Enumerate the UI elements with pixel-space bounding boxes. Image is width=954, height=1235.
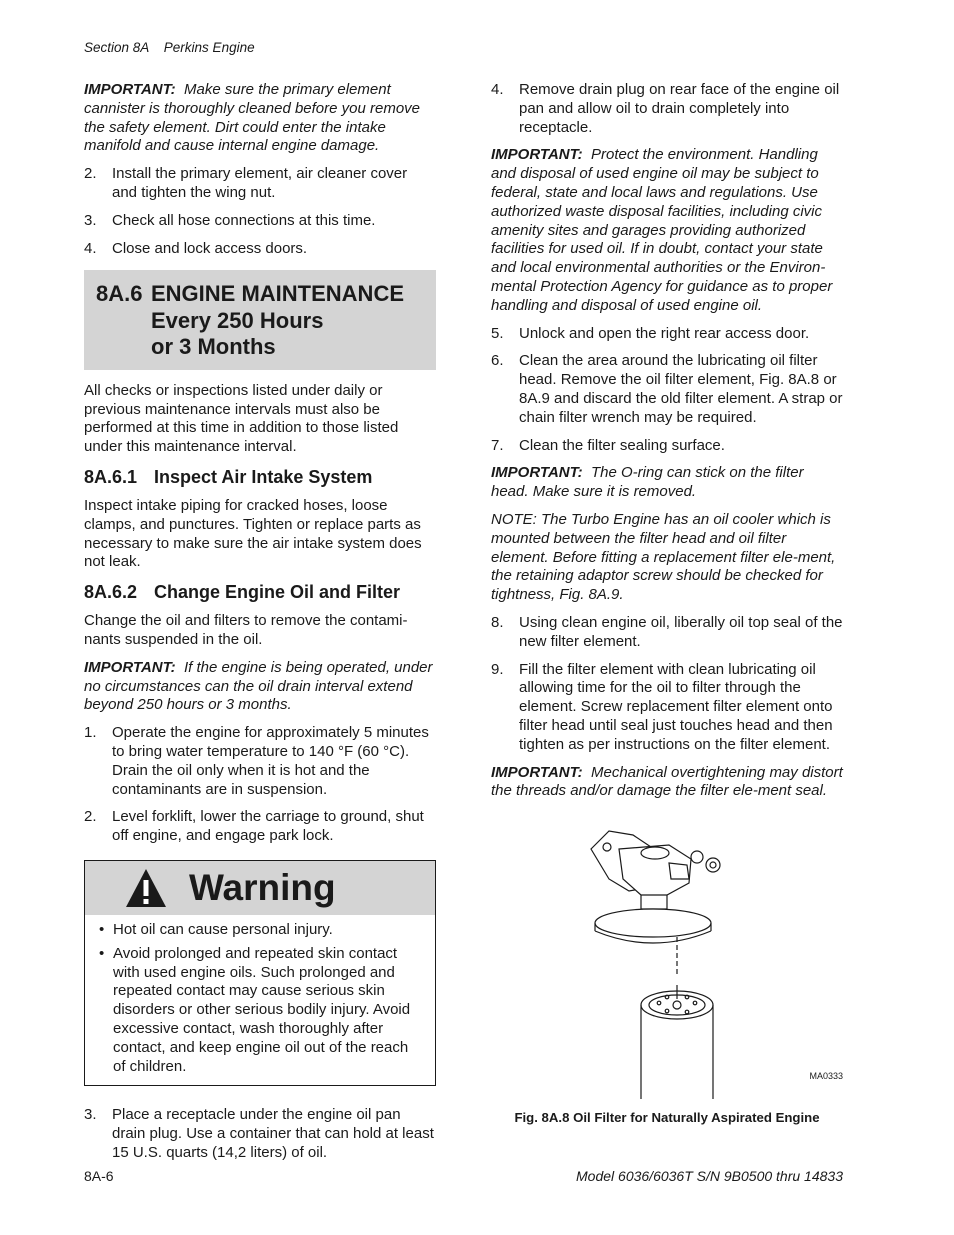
warning-body xyxy=(85,915,435,1085)
warning-title: Warning xyxy=(189,867,336,909)
section-heading-box xyxy=(84,270,436,370)
left-column xyxy=(84,81,436,1172)
right-column xyxy=(491,81,843,1128)
section-title: ENGINE MAINTENANCE xyxy=(151,281,405,307)
important-note: IMPORTANT: Mechanical overtightening may distort the threads and/or damage the filter ele-ment seal. xyxy=(491,763,843,800)
step-item: 1. Operate the engine for approximately 5 minutes to bring water temperature to 140 °F (60 °C). Drain the oil only when it is hot and the contaminants are in suspension. xyxy=(84,724,429,798)
step-item: 3. Check all hose connections at this time. xyxy=(84,211,376,229)
important-note: IMPORTANT: Make sure the primary element cannister is thoroughly cleaned before you remove the safety element. Dirt could enter the intake manifold and cause internal engine damage. xyxy=(84,81,421,155)
oil-filter-illustration xyxy=(491,809,843,1099)
step-item: 3. Place a receptacle under the engine oil pan drain plug. Use a container that can hold at least 15 U.S. quarts (14,2 liters) of oil. xyxy=(84,1106,434,1161)
warning-triangle-icon xyxy=(125,868,167,908)
section-number: 8A.6 xyxy=(96,281,143,307)
body-paragraph: Inspect intake piping for cracked hoses, loose clamps, and punctures. Tighten or replace parts as necessary to make sure the air intake system does not leak. xyxy=(84,497,422,571)
figure-caption: Fig. 8A.8 Oil Filter for Naturally Aspirated Engine xyxy=(514,1110,820,1126)
step-item: 2. Install the primary element, air cleaner cover and tighten the wing nut. xyxy=(84,165,408,201)
step-item: 5. Unlock and open the right rear access door. xyxy=(491,324,810,342)
body-paragraph: Change the oil and filters to remove the contami-nants suspended in the oil. xyxy=(84,612,408,649)
step-item: 4. Close and lock access doors. xyxy=(84,239,308,257)
important-label: IMPORTANT: xyxy=(491,464,583,482)
model-footer: Model 6036/6036T S/N 9B0500 thru 14833 xyxy=(576,1168,843,1184)
section-subtitle: or 3 Months xyxy=(151,334,276,360)
warning-box xyxy=(84,860,436,1086)
important-label: IMPORTANT: xyxy=(84,81,176,98)
important-label: IMPORTANT: xyxy=(84,658,176,676)
note-paragraph: NOTE: The Turbo Engine has an oil cooler which is mounted between the filter head and oil filter element. Before fitting a replacement filter ele-ment, the retaining adaptor screw should be checked for tightness, Fig. 8A.9. xyxy=(491,510,836,604)
warning-header xyxy=(85,861,435,915)
step-item: 4. Remove drain plug on rear face of the engine oil pan and allow oil to drain completely into receptacle. xyxy=(491,81,840,136)
important-note: IMPORTANT: If the engine is being operated, under no circumstances can the oil drain interval extend beyond 250 hours or 3 months. xyxy=(84,658,433,714)
step-item: 8. Using clean engine oil, liberally oil top seal of the new filter element. xyxy=(491,613,843,650)
warning-bullet: • Avoid prolonged and repeated skin contact with used engine oils. Such prolonged and repeated contact may cause serious skin disorders or other serious bodily injury. Avoid excessive contact, wash thoroughly after contact, and keep engine oil out of the reach of children. xyxy=(99,944,411,1075)
step-item: 6. Clean the area around the lubricating oil filter head. Remove the oil filter element, Fig. 8A.8 or 8A.9 and discard the old filter element. A strap or chain filter wrench may be required. xyxy=(491,352,843,426)
important-note: IMPORTANT: Protect the environment. Handling and disposal of used engine oil may be subject to federal, state and local laws and regulations. Use authorized waste disposal facilities, including civic amenity sites and garages providing authorized facilities for used oil. If in doubt, contact your state and local environmental authorities or the Environ-mental Protection Agency for guidance as to proper handling and disposal of used engine oil. xyxy=(491,146,833,314)
page-number: 8A-6 xyxy=(84,1168,114,1184)
section-intro: All checks or inspections listed under daily or previous maintenance intervals must also be performed at this time in addition to those listed under this maintenance interval. xyxy=(84,381,399,456)
step-item: 9. Fill the filter element with clean lubricating oil allowing time for the oil to filter through the element. Screw replacement filter element onto filter head until seal just touches head and then tighten as per instructions on the filter element. xyxy=(491,660,833,753)
warning-bullet: • Hot oil can cause personal injury. xyxy=(99,921,333,939)
subsection-heading: 8A.6.2 Change Engine Oil and Filter xyxy=(84,582,401,603)
step-item: 2. Level forklift, lower the carriage to ground, shut off engine, and engage park lock. xyxy=(84,808,424,845)
step-item: 7. Clean the filter sealing surface. xyxy=(491,436,725,454)
important-note: IMPORTANT: The O-ring can stick on the filter head. Make sure it is removed. xyxy=(491,464,804,501)
figure-code: MA0333 xyxy=(809,1071,843,1082)
subsection-heading: 8A.6.1 Inspect Air Intake System xyxy=(84,467,373,488)
oil-filter-figure xyxy=(491,809,843,1109)
important-label: IMPORTANT: xyxy=(491,763,583,781)
important-label: IMPORTANT: xyxy=(491,146,583,164)
section-subtitle: Every 250 Hours xyxy=(151,307,324,333)
running-head: Section 8A Perkins Engine xyxy=(84,40,255,55)
